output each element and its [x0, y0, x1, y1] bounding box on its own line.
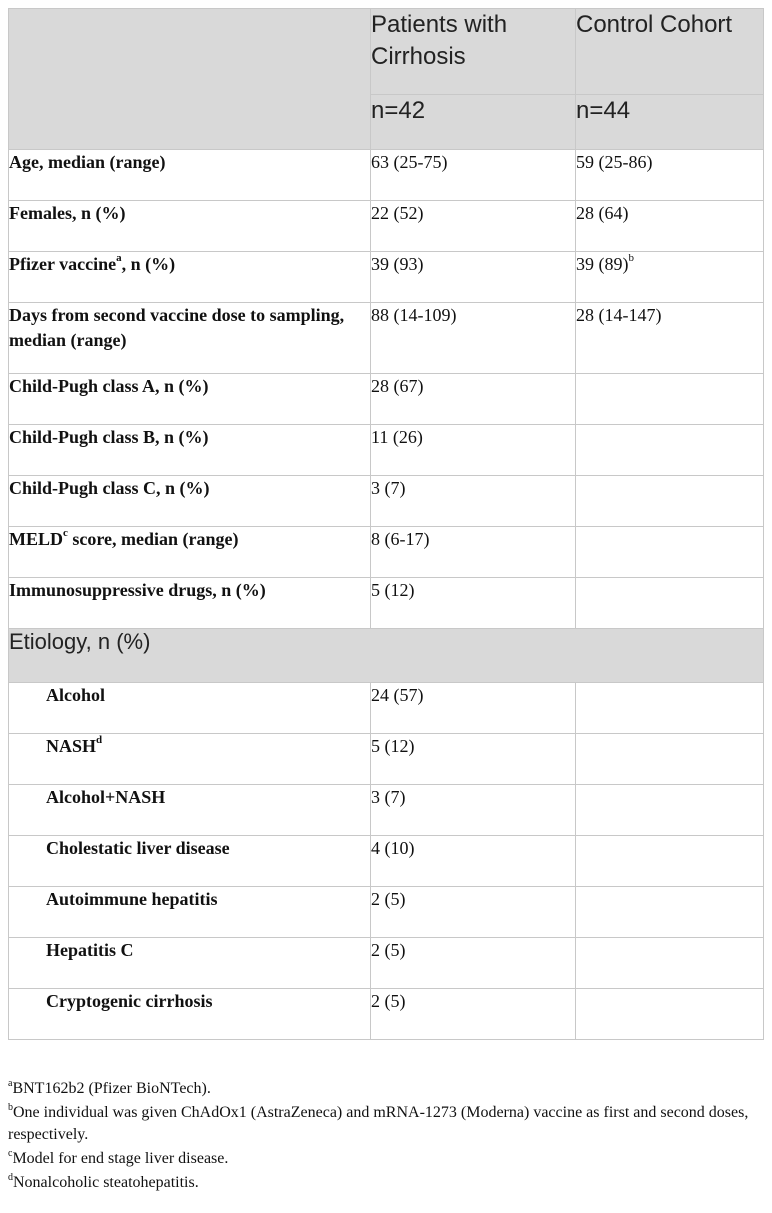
- footnote-mark: d: [8, 1171, 13, 1183]
- control-value: [576, 683, 764, 734]
- footnote: $^c$Model for end stage liver disease.: [8, 1147, 229, 1167]
- row-label: Age, median (range): [9, 150, 371, 201]
- control-value: [576, 734, 764, 785]
- table-row: [9, 527, 764, 578]
- cirrhosis-value: 63 (25-75): [371, 150, 576, 201]
- control-value: [576, 938, 764, 989]
- cirrhosis-value: 5 (12): [371, 578, 576, 629]
- row-label: Autoimmune hepatitis: [9, 887, 371, 938]
- cirrhosis-value: 2 (5): [371, 887, 576, 938]
- table-row: [9, 785, 764, 836]
- control-value: [576, 476, 764, 527]
- control-value: 28 (64): [576, 201, 764, 252]
- section-label: Etiology, n (%): [9, 629, 764, 683]
- row-label: MELD$^c$ score, median (range): [9, 527, 371, 578]
- footnote-mark: c: [63, 527, 68, 539]
- footnotes: [8, 1078, 768, 1196]
- header-empty-cell: [9, 9, 371, 150]
- row-label: Child-Pugh class A, n (%): [9, 374, 371, 425]
- table-row: [9, 303, 764, 374]
- cirrhosis-value: 11 (26): [371, 425, 576, 476]
- table-row: [9, 836, 764, 887]
- cirrhosis-value: 22 (52): [371, 201, 576, 252]
- row-label: Pfizer vaccine$^a$, n (%): [9, 252, 371, 303]
- row-label: Hepatitis C: [9, 938, 371, 989]
- control-value: [576, 785, 764, 836]
- cirrhosis-value: 24 (57): [371, 683, 576, 734]
- header-cirrhosis: Patients with Cirrhosis: [371, 9, 576, 95]
- control-value: 39 $(89)^b$: [576, 252, 764, 303]
- footnote-mark: d: [96, 734, 103, 746]
- cirrhosis-value: 39 (93): [371, 252, 576, 303]
- cirrhosis-value: 3 (7): [371, 785, 576, 836]
- cirrhosis-value: 5 (12): [371, 734, 576, 785]
- cirrhosis-value: 4 (10): [371, 836, 576, 887]
- footnote-mark: c: [8, 1147, 13, 1159]
- control-value: [576, 425, 764, 476]
- footnote-mark: a: [116, 252, 122, 264]
- footnote-mark: b: [628, 252, 634, 264]
- table-row: [9, 938, 764, 989]
- footnote: $^b$One individual was given ChAdOx1 (AstraZeneca) and mRNA-1273 (Moderna) vaccine as first and second doses, respectively.: [8, 1101, 749, 1143]
- control-value: [576, 374, 764, 425]
- table-row: [9, 476, 764, 527]
- row-label: Females, n (%): [9, 201, 371, 252]
- control-value: 59 (25-86): [576, 150, 764, 201]
- control-value: 28 (14-147): [576, 303, 764, 374]
- row-label: Cholestatic liver disease: [9, 836, 371, 887]
- cirrhosis-value: 8 (6-17): [371, 527, 576, 578]
- footnote-mark: b: [8, 1101, 13, 1113]
- cirrhosis-value: 3 (7): [371, 476, 576, 527]
- table-row: [9, 734, 764, 785]
- cirrhosis-value: 2 (5): [371, 989, 576, 1040]
- table-row: [9, 201, 764, 252]
- cirrhosis-value: 2 (5): [371, 938, 576, 989]
- table-row: [9, 252, 764, 303]
- footnote: $^a$BNT162b2 (Pfizer BioNTech).: [8, 1077, 211, 1097]
- control-value: [576, 578, 764, 629]
- row-label: Days from second vaccine dose to sampling, median (range): [9, 303, 371, 374]
- control-value: [576, 836, 764, 887]
- cirrhosis-value: 28 (67): [371, 374, 576, 425]
- footnote: $^d$Nonalcoholic steatohepatitis.: [8, 1171, 199, 1191]
- table-row: [9, 578, 764, 629]
- row-label: Alcohol+NASH: [9, 785, 371, 836]
- header-control-n: n=44: [576, 95, 764, 150]
- table-container: [8, 8, 763, 1040]
- control-value: [576, 989, 764, 1040]
- control-value: [576, 887, 764, 938]
- table-row: [9, 374, 764, 425]
- row-label: Immunosuppressive drugs, n (%): [9, 578, 371, 629]
- row-label: Child-Pugh class B, n (%): [9, 425, 371, 476]
- row-label: Cryptogenic cirrhosis: [9, 989, 371, 1040]
- row-label: Child-Pugh class C, n (%): [9, 476, 371, 527]
- row-label: NASH$^d$: [9, 734, 371, 785]
- header-row-titles: [9, 9, 764, 95]
- control-value: [576, 527, 764, 578]
- table-row: [9, 887, 764, 938]
- table-row: [9, 989, 764, 1040]
- demographics-table: [8, 8, 764, 1040]
- header-cirrhosis-n: n=42: [371, 95, 576, 150]
- table-row: [9, 425, 764, 476]
- row-label: Alcohol: [9, 683, 371, 734]
- section-row-etiology: [9, 629, 764, 683]
- cirrhosis-value: 88 (14-109): [371, 303, 576, 374]
- footnote-mark: a: [8, 1077, 13, 1089]
- table-row: [9, 683, 764, 734]
- header-control: Control Cohort: [576, 9, 764, 95]
- table-row: [9, 150, 764, 201]
